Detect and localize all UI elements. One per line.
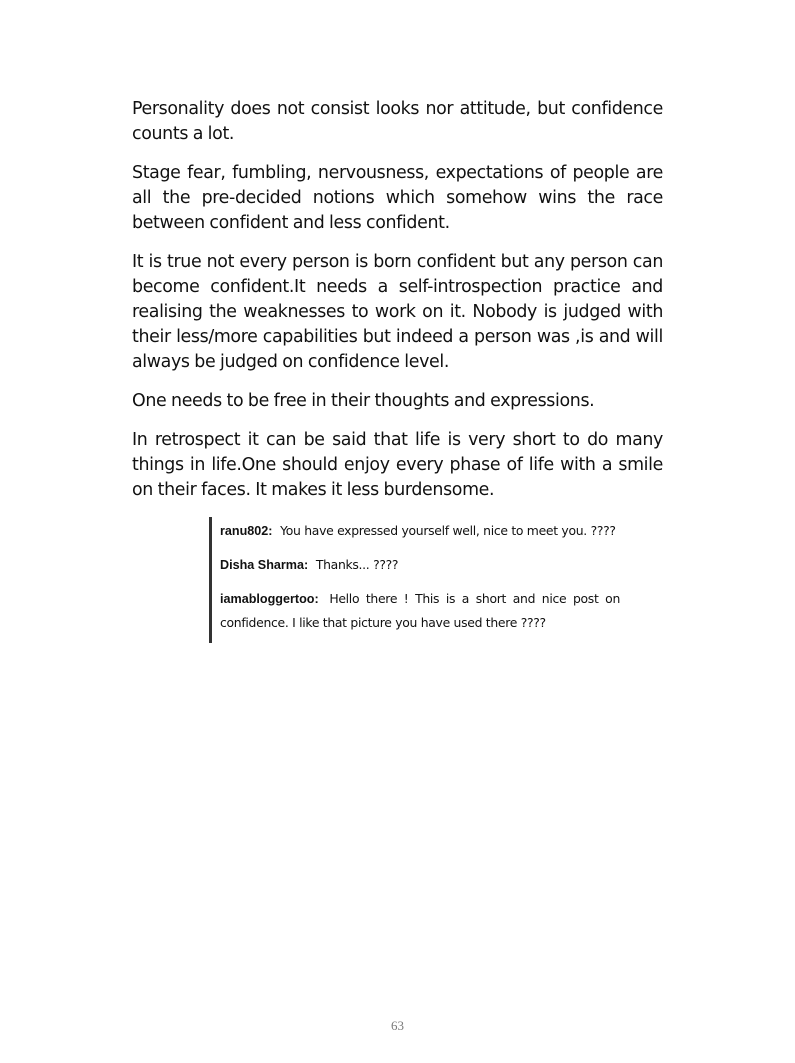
article-body [132, 97, 663, 517]
comment-item [220, 587, 620, 635]
comment-author: ranu802: [220, 524, 273, 538]
paragraph: It is true not every person is born confident but any person can become confident.It needs a self-introspection practice and realising the weaknesses to work on it. Nobody is judged with their less/more capabilities but indeed a person was ,is and will always be judged on confidence level. [132, 252, 663, 372]
comment-author: iamabloggertoo: [220, 592, 319, 606]
paragraph: Personality does not consist looks nor attitude, but confidence counts a lot. [132, 99, 663, 144]
paragraph: Stage fear, fumbling, nervousness, expectations of people are all the pre-decided notions which somehow wins the race between confident and less confident. [132, 163, 663, 233]
comment-text: Thanks... ???? [315, 557, 399, 572]
comment-item [220, 519, 620, 543]
comment-author: Disha Sharma: [220, 558, 309, 572]
paragraph: In retrospect it can be said that life is very short to do many things in life.One should enjoy every phase of life with a smile on their faces. It makes it less burdensome. [132, 430, 663, 500]
comment-text: You have expressed yourself well, nice to meet you. ???? [280, 523, 616, 538]
comments-block [209, 517, 620, 643]
comment-text: Hello there ! This is a short and nice post on confidence. I like that picture you have used there ???? [220, 591, 620, 630]
comment-item [220, 553, 620, 577]
paragraph: One needs to be free in their thoughts and expressions. [132, 391, 595, 411]
page-number: 63 [391, 1018, 404, 1033]
